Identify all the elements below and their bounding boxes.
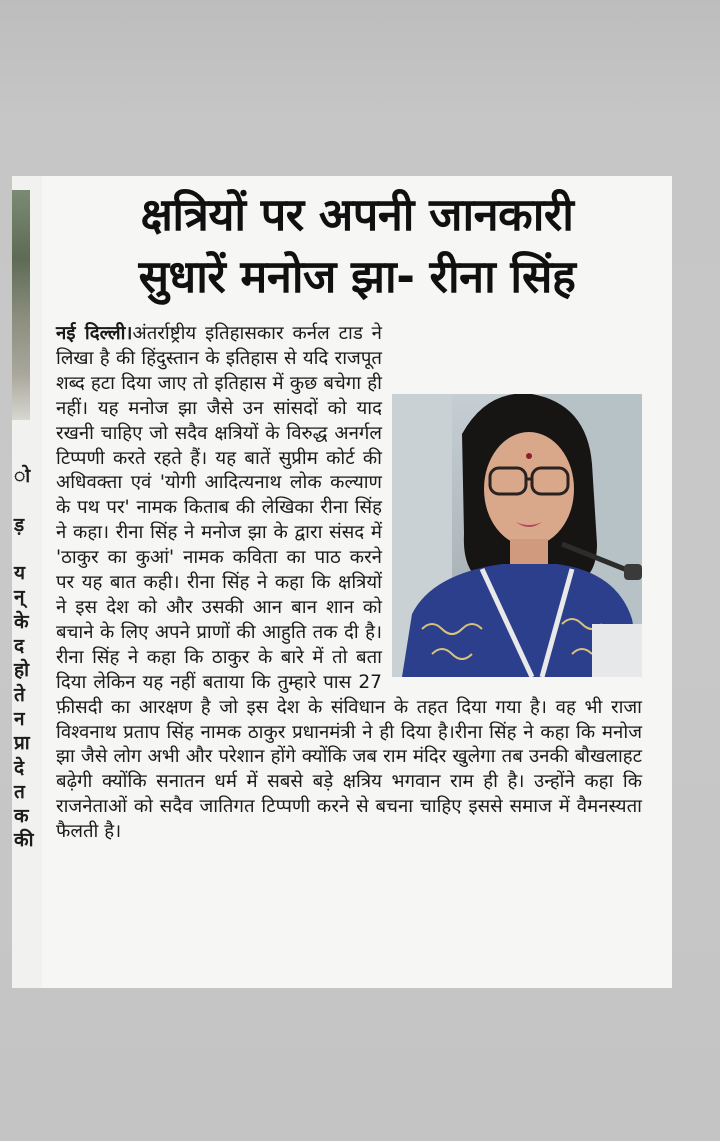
article-body-part-1: अंतर्राष्ट्रीय इतिहासकार कर्नल टाड ने लिखा है की हिंदुस्तान के इतिहास से यदि राजपूत शब्द हटा दिया जाए तो इतिहास में कुछ बचेगा ही नहीं। यह मनोज झा जैसे उन सांसदों को याद रखनी चाहिए जो सदैव क्षत्रियों के विरुद्ध अनर्गल टिप्पणी करते रहते हैं। यह बातें सुप्रीम कोर्ट की अधिवक्ता एवं 'योगी आदित्यनाथ लोक कल्याण के पथ पर' नामक किताब की लेखिका रीना सिंह ने कहा। रीना सिंह ने मनोज झा के द्वारा संसद में 'ठाकुर का कुआं' नामक कविता का पाठ करने पर यह बात कही। रीना सिंह ने कहा कि क्षत्रियों ने इस देश को और उसकी आन बान शान को बचाने के लिए अपने प्राणों की आहुति तक दी है। रीना सिंह ने कहा कि ठाकुर के बारे में तो बता दिया लेकिन यह नहीं बताया कि तुम्हारे पास 27 फ़ीसदी का आरक्षण है जो इस देश के संविधान के तहत दिया गया है। वह भी राजा विश्वनाथ प्रताप सिंह नामक ठाकुर प्रधानमंत्री ने ही दिया है। bbox=[56, 323, 642, 743]
adjacent-photo-fragment bbox=[12, 190, 30, 420]
article-body bbox=[56, 322, 642, 845]
dateline: नई दिल्ली। bbox=[56, 323, 133, 344]
article-body-part-2: रीना सिंह ने कहा कि मनोज झा जैसे लोग अभी और परेशान होंगे क्योंकि जब राम मंदिर खुलेगा तब उनकी बौखलाहट बढ़ेगी क्योंकि सनातन धर्म में सबसे बड़े क्षत्रिय भगवान राम ही है। उन्होंने कहा कि राजनेताओं को सदैव जातिगत टिप्पणी करने से बचना चाहिए इससे समाज में वैमनस्यता फैलती है। bbox=[56, 721, 642, 843]
author-photo bbox=[392, 394, 642, 677]
portrait-illustration bbox=[392, 394, 642, 677]
adjacent-column-strip bbox=[12, 176, 42, 988]
headline-line-1: क्षत्रियों पर अपनी जानकारी bbox=[140, 188, 574, 241]
newspaper-clipping bbox=[12, 176, 672, 988]
adjacent-column-text: ो ड़ य न् के द हो ते न प्रा दे त क की bbox=[14, 465, 34, 852]
background-bottom bbox=[0, 988, 720, 1141]
headline bbox=[72, 184, 642, 308]
headline-line-2: सुधारें मनोज झा- रीना सिंह bbox=[138, 250, 576, 303]
